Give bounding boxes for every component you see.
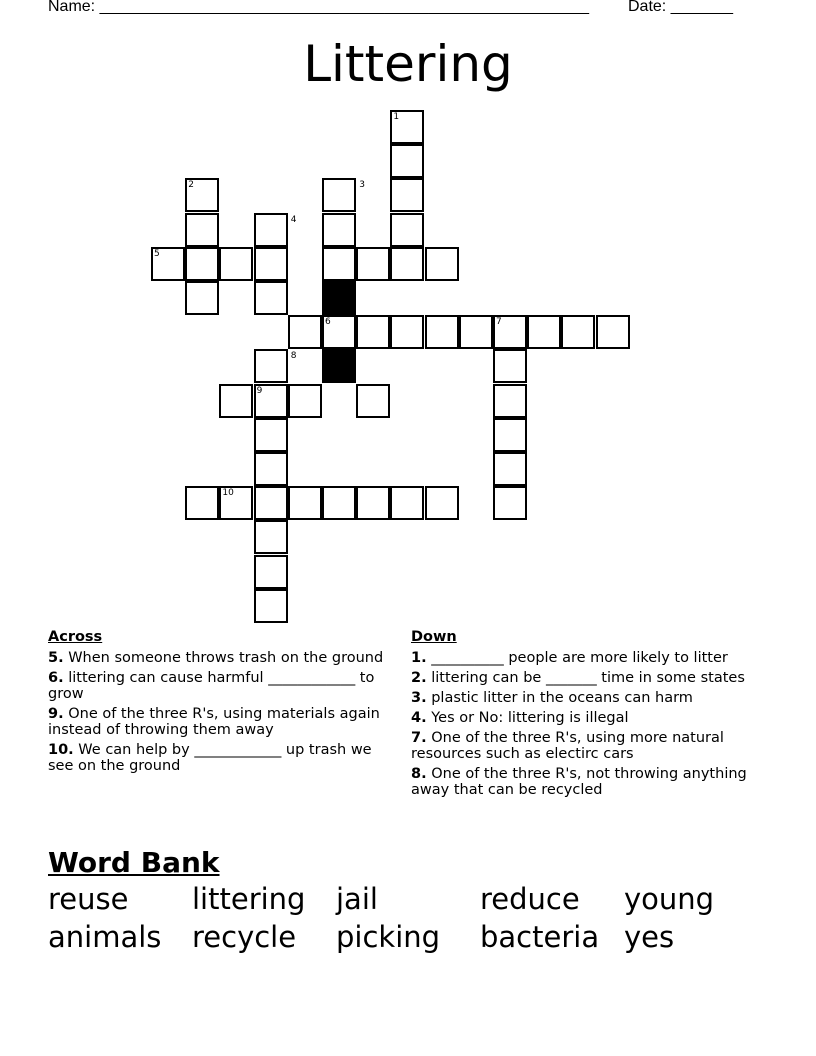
grid-cell[interactable] bbox=[254, 452, 288, 486]
grid-cell[interactable] bbox=[425, 486, 459, 520]
word-bank-item: picking bbox=[336, 920, 441, 954]
clue-text: We can help by ____________ up trash we see on the ground bbox=[48, 742, 372, 774]
grid-cell[interactable] bbox=[254, 486, 288, 520]
grid-cell[interactable] bbox=[254, 555, 288, 589]
grid-cell[interactable] bbox=[185, 213, 219, 247]
clue-text: One of the three R's, not throwing anything away that can be recycled bbox=[411, 766, 747, 798]
clue-text: One of the three R's, using materials again instead of throwing them away bbox=[48, 706, 380, 738]
down-heading: Down bbox=[411, 629, 457, 645]
grid-cell[interactable] bbox=[254, 589, 288, 623]
grid-cell[interactable] bbox=[493, 486, 527, 520]
clue-num: 10. bbox=[48, 742, 74, 758]
grid-cell[interactable] bbox=[390, 247, 424, 281]
word-bank-title: Word Bank bbox=[48, 846, 220, 879]
grid-cell[interactable] bbox=[356, 247, 390, 281]
grid-cell[interactable] bbox=[561, 315, 595, 349]
clue-text: One of the three R's, using more natural resources such as electirc cars bbox=[411, 730, 724, 762]
grid-cell[interactable] bbox=[493, 452, 527, 486]
clue-number: 2 bbox=[188, 180, 194, 191]
clue-text: littering can be _______ time in some states bbox=[426, 670, 745, 686]
across-clue bbox=[48, 706, 398, 738]
clue-number: 5 bbox=[154, 248, 160, 259]
clue-num: 2. bbox=[411, 670, 427, 686]
word-bank-item: reduce bbox=[480, 882, 580, 916]
grid-cell[interactable] bbox=[390, 486, 424, 520]
across-clues bbox=[48, 629, 398, 778]
grid-cell[interactable] bbox=[390, 213, 424, 247]
grid-cell[interactable] bbox=[322, 213, 356, 247]
grid-cell[interactable] bbox=[288, 384, 322, 418]
grid-cell[interactable] bbox=[254, 349, 288, 383]
grid-cell[interactable] bbox=[185, 247, 219, 281]
clue-number: 4 bbox=[290, 214, 297, 225]
black-cell bbox=[322, 281, 356, 315]
date-field[interactable]: Date: _______ bbox=[628, 0, 733, 15]
grid-cell[interactable] bbox=[219, 384, 253, 418]
grid-cell[interactable] bbox=[390, 178, 424, 212]
word-bank-item: bacteria bbox=[480, 920, 600, 954]
grid-cell[interactable] bbox=[322, 178, 356, 212]
grid-cell[interactable] bbox=[596, 315, 630, 349]
grid-cell[interactable] bbox=[254, 281, 288, 315]
across-clue bbox=[48, 650, 398, 666]
word-bank-item: jail bbox=[336, 882, 378, 916]
down-clue bbox=[411, 766, 751, 798]
grid-cell[interactable] bbox=[493, 384, 527, 418]
grid-cell[interactable] bbox=[493, 418, 527, 452]
grid-cell[interactable] bbox=[219, 247, 253, 281]
grid-cell[interactable] bbox=[185, 486, 219, 520]
clue-num: 3. bbox=[411, 690, 427, 706]
clue-number: 1 bbox=[393, 112, 400, 122]
grid-cell[interactable] bbox=[459, 315, 493, 349]
word-bank-item: animals bbox=[48, 920, 162, 954]
down-clues bbox=[411, 629, 751, 802]
down-clue bbox=[411, 710, 751, 726]
clue-number: 3 bbox=[359, 180, 365, 191]
grid-cell[interactable] bbox=[254, 520, 288, 554]
across-clue bbox=[48, 742, 398, 774]
word-bank bbox=[48, 881, 768, 955]
word-bank-item: reuse bbox=[48, 882, 129, 916]
clue-text: Yes or No: littering is illegal bbox=[426, 710, 629, 726]
clue-num: 7. bbox=[411, 730, 427, 746]
clue-num: 6. bbox=[48, 670, 64, 686]
clue-text: plastic litter in the oceans can harm bbox=[426, 690, 693, 706]
across-heading: Across bbox=[48, 629, 103, 645]
grid-cell[interactable] bbox=[425, 315, 459, 349]
grid-cell[interactable] bbox=[185, 281, 219, 315]
grid-cell[interactable] bbox=[254, 213, 288, 247]
down-clue bbox=[411, 730, 751, 762]
grid-cell[interactable] bbox=[288, 315, 322, 349]
clue-number: 7 bbox=[496, 317, 502, 328]
clue-number: 9 bbox=[256, 385, 263, 396]
clue-num: 1. bbox=[411, 650, 427, 666]
grid-cell[interactable] bbox=[356, 486, 390, 520]
grid-cell[interactable] bbox=[322, 486, 356, 520]
grid-cell[interactable] bbox=[527, 315, 561, 349]
grid-cell[interactable] bbox=[288, 486, 322, 520]
grid-cell[interactable] bbox=[425, 247, 459, 281]
grid-cell[interactable] bbox=[356, 315, 390, 349]
word-bank-item: young bbox=[624, 882, 715, 916]
down-clue bbox=[411, 670, 751, 686]
word-bank-item: yes bbox=[624, 920, 675, 954]
page-title: Littering bbox=[303, 35, 513, 93]
grid-cell[interactable] bbox=[390, 315, 424, 349]
clue-text: When someone throws trash on the ground bbox=[63, 650, 384, 666]
clue-num: 9. bbox=[48, 706, 64, 722]
clue-text: __________ people are more likely to litter bbox=[426, 650, 728, 666]
grid-cell[interactable] bbox=[254, 418, 288, 452]
grid-cell[interactable] bbox=[356, 384, 390, 418]
clue-num: 5. bbox=[48, 650, 64, 666]
name-field[interactable]: Name: _______________________________________________________ bbox=[48, 0, 589, 15]
grid-cell[interactable] bbox=[322, 247, 356, 281]
grid-cell[interactable] bbox=[493, 349, 527, 383]
clue-num: 4. bbox=[411, 710, 427, 726]
grid-cell[interactable] bbox=[254, 247, 288, 281]
black-cell bbox=[322, 349, 356, 383]
clue-text: littering can cause harmful ____________ to grow bbox=[48, 670, 375, 702]
down-clue bbox=[411, 690, 751, 706]
word-bank-item: recycle bbox=[192, 920, 297, 954]
down-clue bbox=[411, 650, 751, 666]
clue-num: 8. bbox=[411, 766, 427, 782]
clue-number: 8 bbox=[290, 351, 297, 362]
clue-number: 10 bbox=[222, 488, 234, 499]
across-clue bbox=[48, 670, 398, 702]
word-bank-item: littering bbox=[192, 882, 306, 916]
grid-cell[interactable] bbox=[390, 144, 424, 178]
clue-number: 6 bbox=[325, 317, 331, 328]
